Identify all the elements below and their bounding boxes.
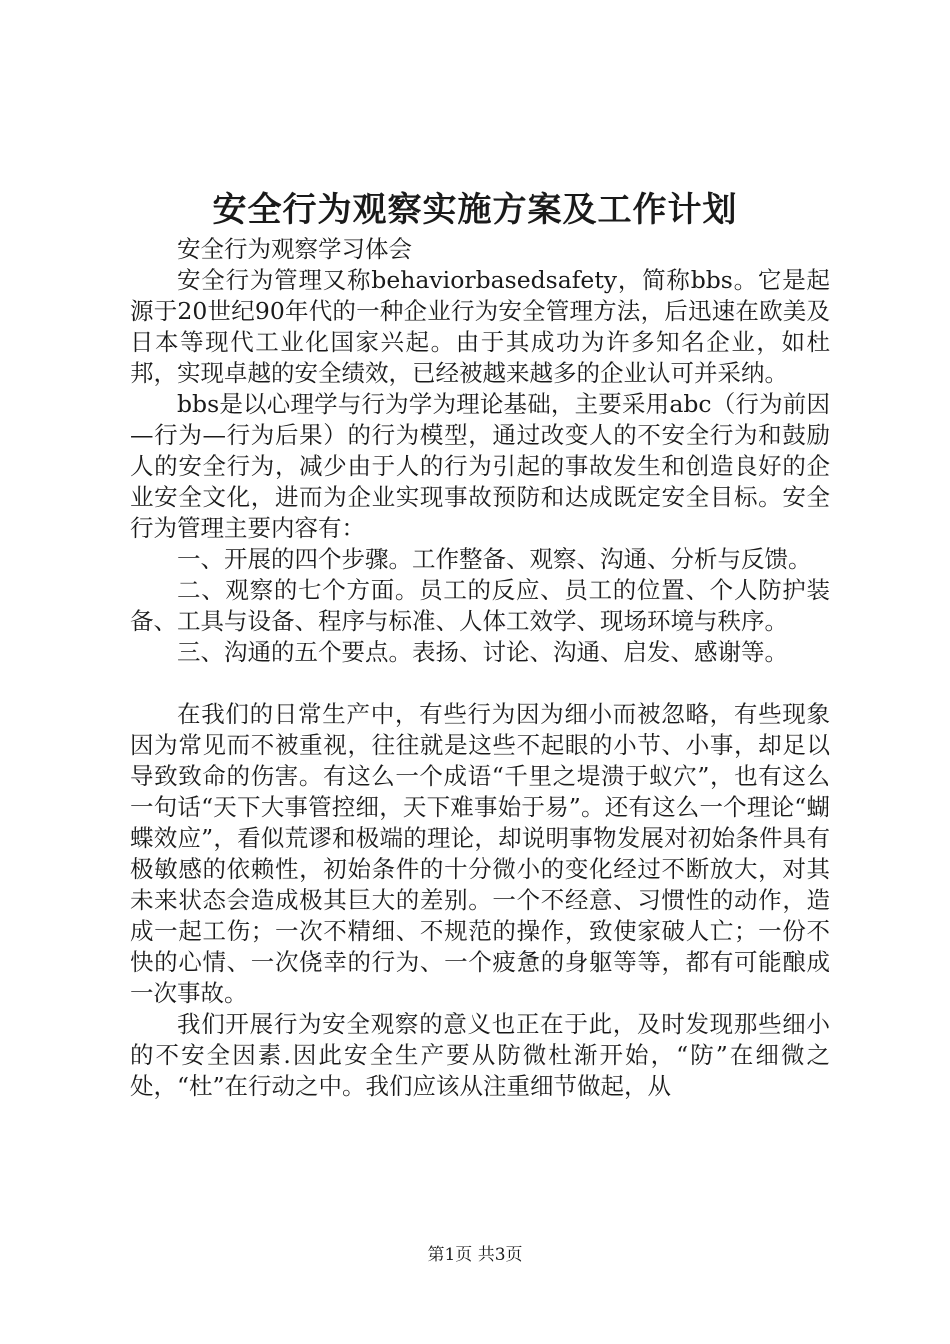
paragraph-bbs-theory: bbs是以心理学与行为学为理论基础，主要采用abc（行为前因—行为—行为后果）的行为模型，通过改变人的不安全行为和鼓励人的安全行为，减少由于人的行为引起的事故发生和创造良好的企业安全文化，进而为企业实现事故预防和达成既定安全目标。安全行为管理主要内容有：: [130, 390, 830, 542]
paragraph-daily-production: 在我们的日常生产中，有些行为因为细小而被忽略，有些现象因为常见而不被重视，往往就是这些不起眼的小节、小事，却足以导致致命的伤害。有这么一个成语“千里之堤溃于蚁穴”，也有这么一句话“天下大事管控细，天下难事始于易”。还有这么一个理论“蝴蝶效应”，看似荒谬和极端的理论，却说明事物发展对初始条件具有极敏感的依赖性，初始条件的十分微小的变化经过不断放大，对其未来状态会造成极其巨大的差别。一个不经意、习惯性的动作，造成一起工伤；一次不精细、不规范的操作，致使家破人亡；一份不快的心情、一次侥幸的行为、一个疲惫的身躯等等，都有可能酿成一次事故。: [130, 700, 830, 1007]
paragraph-bbs-intro: 安全行为管理又称behaviorbasedsafety，简称bbs。它是起源于20世纪90年代的一种企业行为安全管理方法，后迅速在欧美及日本等现代工业化国家兴起。由于其成功为许多知名企业，如杜邦，实现卓越的安全绩效，已经被越来越多的企业认可并采纳。: [130, 266, 830, 387]
paragraph-subtitle: 安全行为观察学习体会: [177, 235, 412, 263]
document-body: [130, 234, 830, 1102]
page-footer: 第1页 共3页: [427, 1245, 523, 1265]
paragraph-significance: 我们开展行为安全观察的意义也正在于此，及时发现那些细小的不安全因素.因此安全生产要从防微杜渐开始，“防”在细微之处，“杜”在行动之中。我们应该从注重细节做起，从: [130, 1010, 830, 1100]
paragraph-five-points: 三、沟通的五个要点。表扬、讨论、沟通、启发、感谢等。: [177, 638, 788, 666]
document-title: 安全行为观察实施方案及工作计划: [212, 190, 738, 230]
paragraph-seven-aspects: 二、观察的七个方面。员工的反应、员工的位置、个人防护装备、工具与设备、程序与标准、人体工效学、现场环境与秩序。: [130, 576, 830, 635]
paragraph-four-steps: 一、开展的四个步骤。工作整备、观察、沟通、分析与反馈。: [177, 545, 812, 573]
